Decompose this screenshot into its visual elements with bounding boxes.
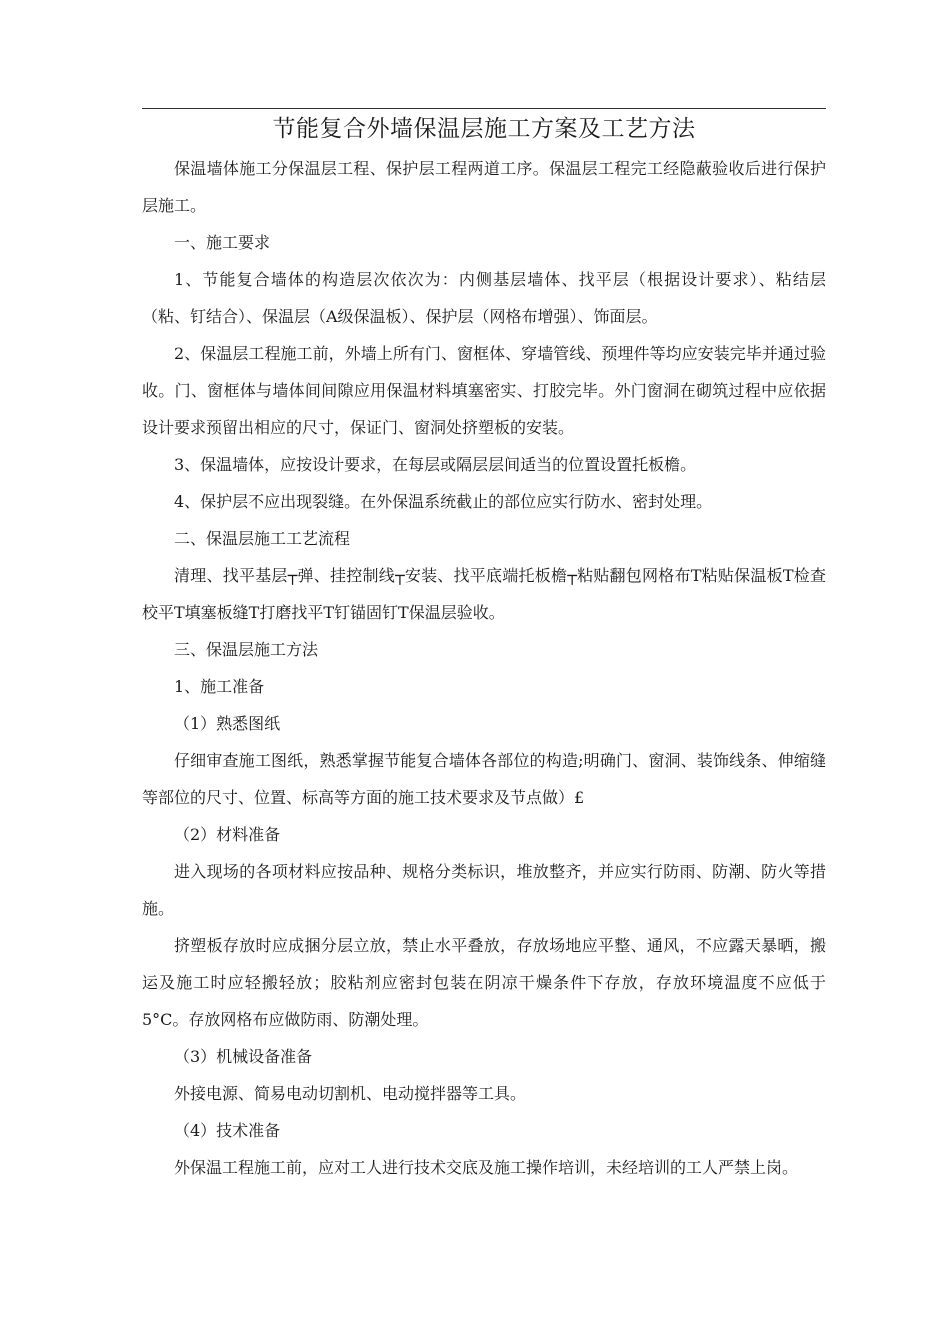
paragraph-materials-2: 挤塑板存放时应成捆分层立放，禁止水平叠放，存放场地应平整、通风，不应露天暴晒，搬运及施工时应轻搬轻放；胶粘剂应密封包装在阴凉干燥条件下存放，存放环境温度不应低于5°C。存放网格布应做防雨、防潮处理。 <box>142 936 826 1029</box>
subheading-preparation: 1、施工准备 <box>174 677 265 696</box>
paragraph-req-2: 2、保温层工程施工前，外墙上所有门、窗框体、穿墙管线、预埋件等均应安装完毕并通过验收。门、窗框体与墙体间间隙应用保温材料填塞密实、打胶完毕。外门窗洞在砌筑过程中应依据设计要求预留出相应的尺寸，保证门、窗洞处挤塑板的安装。 <box>142 344 826 437</box>
subheading-drawings: （1）熟悉图纸 <box>174 714 281 733</box>
paragraph-materials-1: 进入现场的各项材料应按品种、规格分类标识，堆放整齐，并应实行防雨、防潮、防火等措施。 <box>142 862 826 918</box>
paragraph-drawings: 仔细审查施工图纸，熟悉掌握节能复合墙体各部位的构造;明确门、窗洞、装饰线条、伸缩缝等部位的尺寸、位置、标高等方面的施工技术要求及节点做）£ <box>142 751 826 807</box>
paragraph-technical: 外保温工程施工前，应对工人进行技术交底及施工操作培训，未经培训的工人严禁上岗。 <box>174 1158 799 1177</box>
paragraph-process-flow: 清理、找平基层┬弹、挂控制线┬安装、找平底端托板檐┬粘贴翻包网格布T粘贴保温板T检查校平T填塞板缝T打磨找平T钉锚固钉T保温层验收。 <box>142 566 826 622</box>
section-heading-process: 二、保温层施工工艺流程 <box>174 529 351 548</box>
document-title: 节能复合外墙保温层施工方案及工艺方法 <box>272 116 696 142</box>
paragraph-req-4: 4、保护层不应出现裂缝。在外保温系统截止的部位应实行防水、密封处理。 <box>174 492 713 511</box>
section-heading-requirements: 一、施工要求 <box>174 233 271 252</box>
document-body <box>142 150 826 1186</box>
paragraph-req-1: 1、节能复合墙体的构造层次依次为：内侧基层墙体、找平层（根据设计要求）、粘结层（粘、钉结合）、保温层（A级保温板）、保护层（网格布增强）、饰面层。 <box>142 270 826 326</box>
intro-paragraph: 保温墙体施工分保温层工程、保护层工程两道工序。保温层工程完工经隐蔽验收后进行保护层施工。 <box>142 159 826 215</box>
paragraph-equipment: 外接电源、简易电动切割机、电动搅拌器等工具。 <box>174 1084 527 1103</box>
subheading-equipment: （3）机械设备准备 <box>174 1047 313 1066</box>
section-heading-method: 三、保温层施工方法 <box>174 640 319 659</box>
paragraph-req-3: 3、保温墙体，应按设计要求，在每层或隔层层间适当的位置设置托板檐。 <box>174 455 697 474</box>
header-rule <box>142 108 826 109</box>
subheading-materials: （2）材料准备 <box>174 825 281 844</box>
subheading-technical: （4）技术准备 <box>174 1121 281 1140</box>
